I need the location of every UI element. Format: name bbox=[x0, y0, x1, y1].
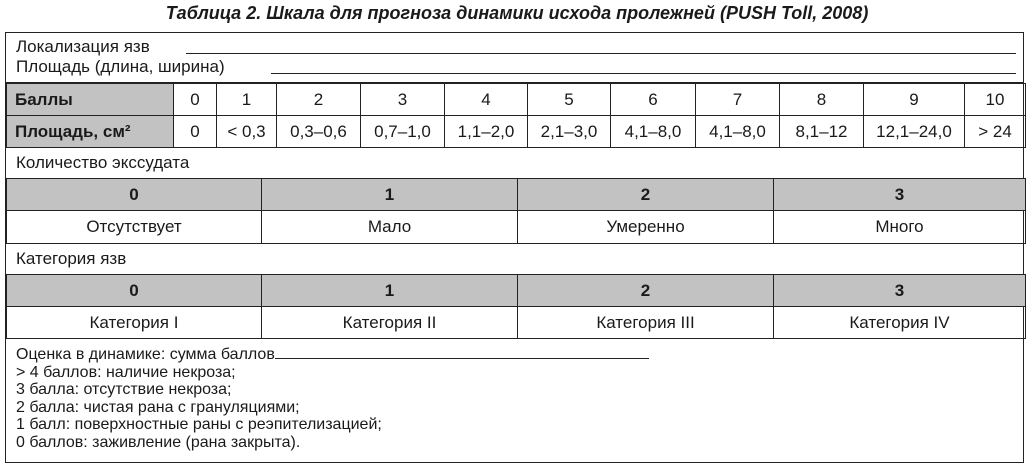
exudate-score: 0 bbox=[7, 179, 262, 211]
area-cell: 0 bbox=[174, 116, 217, 148]
score-cell: 3 bbox=[361, 84, 445, 116]
assessment-note: > 4 баллов: наличие некроза; bbox=[16, 363, 236, 381]
assessment-sum-line: Оценка в динамике: сумма баллов bbox=[16, 346, 649, 364]
score-cell: 2 bbox=[277, 84, 361, 116]
category-score: 3 bbox=[774, 275, 1026, 307]
area-row bbox=[7, 116, 1026, 148]
score-cell: 6 bbox=[611, 84, 696, 116]
score-row bbox=[7, 84, 1026, 116]
score-row-label: Баллы bbox=[7, 84, 174, 116]
sum-fill-line bbox=[275, 346, 649, 359]
category-score-row bbox=[7, 275, 1026, 307]
location-fill-line bbox=[186, 53, 1016, 54]
area-label: Площадь (длина, ширина) bbox=[16, 57, 225, 76]
area-row-label: Площадь, см² bbox=[7, 116, 174, 148]
category-table bbox=[6, 274, 1026, 339]
score-cell: 1 bbox=[217, 84, 277, 116]
area-cell: 1,1–2,0 bbox=[445, 116, 528, 148]
assessment-note: 0 баллов: заживление (рана закрыта). bbox=[16, 433, 301, 451]
assessment-notes bbox=[16, 346, 649, 451]
score-cell: 4 bbox=[445, 84, 528, 116]
category-label: Категория IV bbox=[774, 307, 1026, 339]
category-score: 1 bbox=[262, 275, 518, 307]
exudate-title: Количество экссудата bbox=[16, 153, 190, 172]
category-label: Категория II bbox=[262, 307, 518, 339]
area-cell: 2,1–3,0 bbox=[528, 116, 611, 148]
exudate-score: 2 bbox=[518, 179, 774, 211]
score-cell: 8 bbox=[780, 84, 864, 116]
exudate-table bbox=[6, 178, 1026, 244]
area-cell: 0,3–0,6 bbox=[277, 116, 361, 148]
location-label: Локализация язв bbox=[16, 37, 150, 56]
area-cell: > 24 bbox=[965, 116, 1026, 148]
exudate-score: 3 bbox=[774, 179, 1026, 211]
score-cell: 0 bbox=[174, 84, 217, 116]
exudate-label: Отсутствует bbox=[7, 211, 262, 244]
score-area-table bbox=[6, 83, 1026, 148]
category-score: 2 bbox=[518, 275, 774, 307]
category-title: Категория язв bbox=[16, 249, 127, 268]
exudate-label-row bbox=[7, 211, 1026, 244]
category-label: Категория I bbox=[7, 307, 262, 339]
assessment-note: 3 балла: отсутствие некроза; bbox=[16, 381, 232, 398]
exudate-label: Мало bbox=[262, 211, 518, 244]
assessment-note: 2 балла: чистая рана с грануляциями; bbox=[16, 398, 300, 416]
exudate-label: Умеренно bbox=[518, 211, 774, 244]
score-cell: 9 bbox=[864, 84, 965, 116]
area-cell: 4,1–8,0 bbox=[696, 116, 780, 148]
area-cell: < 0,3 bbox=[217, 116, 277, 148]
area-cell: 8,1–12 bbox=[780, 116, 864, 148]
score-cell: 10 bbox=[965, 84, 1026, 116]
table-caption: Таблица 2. Шкала для прогноза динамики исхода пролежней (PUSH Toll, 2008) bbox=[165, 3, 869, 23]
area-fill-line bbox=[271, 73, 1016, 74]
area-cell: 4,1–8,0 bbox=[611, 116, 696, 148]
push-scale-table bbox=[5, 32, 1024, 463]
exudate-score: 1 bbox=[262, 179, 518, 211]
area-cell: 0,7–1,0 bbox=[361, 116, 445, 148]
score-cell: 5 bbox=[528, 84, 611, 116]
header-fields bbox=[6, 33, 1023, 83]
area-cell: 12,1–24,0 bbox=[864, 116, 965, 148]
exudate-score-row bbox=[7, 179, 1026, 211]
assessment-note: 1 балл: поверхностные раны с реэпителизацией; bbox=[16, 416, 382, 433]
exudate-label: Много bbox=[774, 211, 1026, 244]
category-label: Категория III bbox=[518, 307, 774, 339]
score-cell: 7 bbox=[696, 84, 780, 116]
category-label-row bbox=[7, 307, 1026, 339]
category-score: 0 bbox=[7, 275, 262, 307]
